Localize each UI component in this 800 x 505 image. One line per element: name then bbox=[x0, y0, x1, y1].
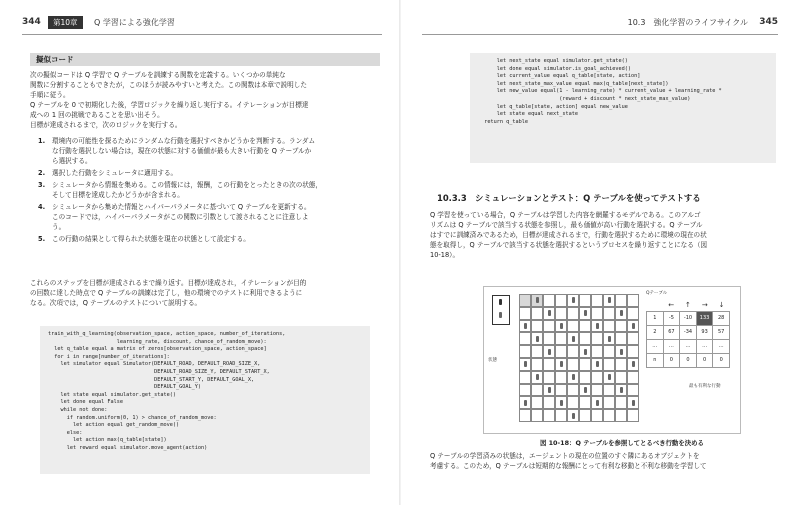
figure-caption: 図 10-18：Q テーブルを参照してとるべき行動を決める bbox=[540, 439, 704, 447]
car-icon bbox=[536, 374, 539, 380]
qtable-cell: … bbox=[712, 340, 730, 353]
intro-paragraph bbox=[30, 70, 376, 130]
grid-cell bbox=[519, 409, 531, 422]
arrow-up-icon: ↑ bbox=[685, 301, 691, 309]
grid-cell bbox=[519, 371, 531, 384]
text-line: これらのステップを目標が達成されるまで繰り返す。目標が達成され，イテレーションが目的 bbox=[30, 279, 307, 287]
grid-cell bbox=[531, 384, 543, 397]
text-line: ら選択する。 bbox=[52, 157, 92, 165]
steps-list bbox=[38, 136, 376, 246]
right-header bbox=[422, 14, 778, 35]
code-line: while not done: bbox=[48, 406, 108, 413]
text-line: 環境内の可能性を探るためにランダムな行動を選択すべきかどうかを判断する。ランダム bbox=[52, 137, 316, 145]
chapter-title: Q 学習による強化学習 bbox=[94, 18, 175, 27]
grid-cell bbox=[531, 396, 543, 409]
text-line: 態を取得し，Q テーブルで該当する状態を選択するというプロセスを繰り返すことになる（図 bbox=[430, 241, 708, 249]
code-line: let state equal next_state bbox=[478, 111, 578, 118]
code-line: (reward + discount * next_state_max_value) bbox=[478, 95, 691, 102]
text-line: Q テーブルを 0 で初期化した後，学習ロジックを繰り返し実行する。イテレーションが目標達 bbox=[30, 101, 309, 109]
grid-cell bbox=[555, 409, 567, 422]
gutter bbox=[399, 0, 401, 505]
step-number: 2. bbox=[38, 169, 46, 177]
left-page-number: 344 bbox=[22, 17, 41, 27]
qtable-cell: 0 bbox=[679, 354, 696, 367]
grid-cell bbox=[627, 371, 639, 384]
grid-cell bbox=[555, 384, 567, 397]
grid-cell bbox=[579, 358, 591, 371]
grid-cell bbox=[531, 307, 543, 320]
qtable-cell: 0 bbox=[712, 354, 730, 367]
body-paragraph bbox=[430, 210, 780, 260]
grid-cell bbox=[627, 307, 639, 320]
grid-cell bbox=[591, 345, 603, 358]
grid-cell bbox=[627, 409, 639, 422]
grid-cell bbox=[591, 332, 603, 345]
grid-cell bbox=[615, 294, 627, 307]
code-block-right bbox=[470, 53, 776, 163]
list-item bbox=[38, 136, 376, 166]
grid-cell bbox=[579, 332, 591, 345]
grid-cell bbox=[591, 294, 603, 307]
qtable-cell: … bbox=[663, 340, 680, 353]
car-icon bbox=[572, 413, 575, 419]
grid-cell bbox=[531, 358, 543, 371]
qtable bbox=[646, 299, 730, 368]
text-line: な行動を選択しない場合は，現在の状態に対する価値が最も大きい行動を Q テーブルか bbox=[52, 147, 312, 155]
code-line: DEFAULT_START_Y, DEFAULT_GOAL_X, bbox=[48, 376, 255, 383]
code-line: let current_value equal q_table[state, action] bbox=[478, 73, 641, 80]
car-icon bbox=[632, 361, 635, 367]
text-line: そして目標を達成したかどうかが含まれる。 bbox=[52, 191, 184, 199]
code-line: DEFAULT_GOAL_Y) bbox=[48, 384, 202, 391]
list-item bbox=[38, 234, 376, 244]
list-item bbox=[38, 202, 376, 232]
car-icon bbox=[608, 336, 611, 342]
qtable-cell: 2 bbox=[646, 326, 663, 339]
car-icon bbox=[632, 400, 635, 406]
text-line: 考慮する。このため，Q テーブルは短期的な報酬にとって有利な移動と不利な移動を学習して bbox=[430, 462, 707, 470]
section-heading: 10.3.3 シミュレーションとテスト：Q テーブルを使ってテストする bbox=[437, 193, 701, 203]
qtable-cell: -34 bbox=[679, 326, 696, 339]
car-icon bbox=[548, 387, 551, 393]
car-icon bbox=[536, 297, 539, 303]
code-line: let reward equal simulator.move_agent(action) bbox=[48, 444, 208, 451]
text-line: シミュレータから情報を集める。この情報には，報酬，この行動をとったときの次の状態， bbox=[52, 181, 323, 189]
agent-icon bbox=[499, 299, 502, 305]
car-icon bbox=[596, 323, 599, 329]
list-item bbox=[38, 168, 376, 178]
grid-cell bbox=[567, 345, 579, 358]
grid-cell bbox=[543, 320, 555, 333]
grid-cell bbox=[543, 371, 555, 384]
grid-cell bbox=[567, 358, 579, 371]
code-line: if random.uniform(0, 1) > chance_of_random_move: bbox=[48, 414, 217, 421]
grid-cell bbox=[555, 371, 567, 384]
grid-cell bbox=[603, 307, 615, 320]
grid-cell bbox=[543, 332, 555, 345]
grid-cell bbox=[615, 396, 627, 409]
car-icon bbox=[572, 374, 575, 380]
car-icon bbox=[524, 400, 527, 406]
code-line: let action equal get_random_move() bbox=[48, 422, 180, 429]
grid-cell bbox=[579, 409, 591, 422]
qtable-cell: 57 bbox=[712, 326, 730, 339]
grid-cell bbox=[627, 294, 639, 307]
grid-cell bbox=[543, 358, 555, 371]
code-line: DEFAULT_ROAD_SIZE_Y, DEFAULT_START_X, bbox=[48, 368, 270, 375]
grid-cell bbox=[591, 371, 603, 384]
grid-cell bbox=[543, 409, 555, 422]
car-icon bbox=[560, 400, 563, 406]
arrow-down-icon: ↓ bbox=[718, 301, 725, 309]
car-icon bbox=[584, 387, 587, 393]
code-line: for i in range[number_of_iterations]: bbox=[48, 353, 170, 360]
grid-cell bbox=[591, 307, 603, 320]
state-label: 状態 bbox=[488, 358, 497, 363]
qtable-cell-highlighted: 133 bbox=[696, 312, 713, 325]
grid-cell bbox=[555, 345, 567, 358]
text-line: う。 bbox=[52, 223, 66, 231]
agent-box bbox=[492, 295, 510, 325]
grid-cell bbox=[615, 320, 627, 333]
grid-cell bbox=[603, 345, 615, 358]
grid-cell bbox=[603, 320, 615, 333]
text-line: このコードでは，ハイパーパラメータがこの関数に引数として渡されることに注意しよ bbox=[52, 213, 309, 221]
grid-cell bbox=[615, 332, 627, 345]
qtable-row bbox=[646, 340, 730, 354]
grid-cell bbox=[579, 371, 591, 384]
grid-cell bbox=[567, 320, 579, 333]
grid-cell bbox=[555, 294, 567, 307]
code-line: let done equal simulator.is_goal_achieved() bbox=[478, 65, 632, 72]
qtable-row bbox=[646, 311, 730, 326]
left-header bbox=[22, 14, 382, 35]
car-icon bbox=[560, 361, 563, 367]
car-icon bbox=[572, 336, 575, 342]
code-line: let state equal simulator.get_state() bbox=[48, 391, 177, 398]
step-number: 5. bbox=[38, 235, 46, 243]
grid-cell bbox=[627, 384, 639, 397]
grid-cell bbox=[591, 409, 603, 422]
grid-cell bbox=[603, 396, 615, 409]
code-line: return q_table bbox=[478, 118, 528, 125]
grid-cell bbox=[603, 384, 615, 397]
code-line: let action max(q_table[state]) bbox=[48, 437, 167, 444]
grid-cell bbox=[531, 409, 543, 422]
text-line: なる。次項では，Q テーブルのテストについて説明する。 bbox=[30, 299, 202, 307]
car-icon bbox=[548, 310, 551, 316]
car-icon bbox=[584, 310, 587, 316]
qtable-cell: n bbox=[646, 354, 663, 367]
qtable-cell: 93 bbox=[696, 326, 713, 339]
car-icon bbox=[620, 310, 623, 316]
grid-cell bbox=[591, 384, 603, 397]
code-block-left bbox=[40, 326, 370, 474]
grid-cell bbox=[627, 332, 639, 345]
code-line: let next_state equal simulator.get_state() bbox=[478, 58, 628, 64]
code-line: train_with_q_learning(observation_space, action_space, number_of_iterations, bbox=[48, 331, 286, 337]
car-icon bbox=[620, 349, 623, 355]
grid-cell bbox=[519, 294, 531, 307]
bottom-paragraph bbox=[430, 451, 780, 471]
code-line: let done equal False bbox=[48, 399, 123, 406]
step-number: 1. bbox=[38, 137, 46, 145]
text-line: 選択した行動をシミュレータに適用する。 bbox=[52, 169, 178, 177]
text-line: この行動の結果として得られた状態を現在の状態として設定する。 bbox=[52, 235, 250, 243]
text-line: 成への 1 回の挑戦であることを思い出そう。 bbox=[30, 111, 164, 119]
code-line: learning_rate, discount, chance_of_random_move): bbox=[48, 338, 267, 345]
list-item bbox=[38, 180, 376, 200]
car-icon bbox=[596, 361, 599, 367]
car-icon bbox=[536, 336, 539, 342]
grid-cell bbox=[531, 345, 543, 358]
car-icon bbox=[608, 297, 611, 303]
code-line: let new_value equal(1 - learning_rate) * current_value + learning_rate * bbox=[478, 88, 722, 95]
qtable-row bbox=[646, 326, 730, 340]
grid-cell bbox=[603, 358, 615, 371]
code-line: let q_table equal a matrix of zeros[observation_space, action_space] bbox=[48, 346, 267, 353]
grid-cell bbox=[603, 409, 615, 422]
grid-cell bbox=[555, 307, 567, 320]
qtable-cell: 67 bbox=[663, 326, 680, 339]
text-line: 関数に分割することもできたが，このほうが読みやすいと考えた。この関数は本章で説明した bbox=[30, 81, 307, 89]
grid-cell bbox=[615, 371, 627, 384]
text-line: 10-18）。 bbox=[430, 251, 460, 259]
grid-cell bbox=[615, 358, 627, 371]
best-action-label: 最も有利な行動 bbox=[689, 384, 721, 389]
qtable-cell: 0 bbox=[696, 354, 713, 367]
car-icon bbox=[560, 323, 563, 329]
text-line: 次の擬似コードは Q 学習で Q テーブルを訓練する関数を定義する。いくつかの単純な bbox=[30, 71, 286, 79]
car-icon bbox=[572, 297, 575, 303]
qtable-cell: 28 bbox=[712, 312, 730, 325]
grid-cell bbox=[519, 345, 531, 358]
grid-cell bbox=[531, 320, 543, 333]
qtable-cell: … bbox=[696, 340, 713, 353]
qtable-cell: … bbox=[679, 340, 696, 353]
step-number: 4. bbox=[38, 203, 46, 211]
car-icon bbox=[608, 374, 611, 380]
grid-cell bbox=[543, 294, 555, 307]
car-icon bbox=[596, 400, 599, 406]
blank-header-cell bbox=[646, 299, 663, 311]
code-line: let next_state_max_value equal max(q_table[next_state]) bbox=[478, 80, 669, 87]
text-line: Q テーブルの学習済みの状態は，エージェントの現在の位置のすぐ隣にあるオブジェクトを bbox=[430, 452, 700, 460]
car-icon bbox=[548, 349, 551, 355]
chapter-tab: 第10章 bbox=[48, 16, 83, 29]
qtable-row bbox=[646, 354, 730, 368]
grid-cell bbox=[567, 384, 579, 397]
car-icon bbox=[524, 361, 527, 367]
grid-cell bbox=[519, 307, 531, 320]
car-icon bbox=[584, 349, 587, 355]
grid-cell bbox=[543, 396, 555, 409]
figure-10-18 bbox=[483, 286, 741, 434]
grid-cell bbox=[555, 332, 567, 345]
road-grid bbox=[519, 294, 639, 422]
step-number: 3. bbox=[38, 181, 46, 189]
grid-cell bbox=[519, 332, 531, 345]
grid-cell bbox=[615, 409, 627, 422]
grid-cell bbox=[519, 384, 531, 397]
right-page-number: 345 bbox=[759, 17, 778, 27]
qtable-cell: 0 bbox=[663, 354, 680, 367]
code-line: let simulator equal Simulator(DEFAULT_ROAD, DEFAULT_ROAD_SIZE_X, bbox=[48, 361, 261, 368]
text-line: Q 学習を使っている場合，Q テーブルは学習した内容を網羅するモデルである。このアルゴ bbox=[430, 211, 701, 219]
pseudocode-box-title: 擬似コード bbox=[30, 53, 380, 66]
car-icon bbox=[620, 387, 623, 393]
code-line: else: bbox=[48, 429, 83, 436]
text-line: リズムは Q テーブルで該当する状態を参照し，最も価値が高い行動を選択する。Q テーブル bbox=[430, 221, 703, 229]
arrow-left-icon: ← bbox=[668, 301, 675, 309]
grid-cell bbox=[567, 307, 579, 320]
text-line: の回数に達した時点で Q テーブルの訓練は完了し，他の環境でのテストに利用できるように bbox=[30, 289, 303, 297]
arrow-right-icon: → bbox=[701, 301, 708, 309]
car-icon bbox=[524, 323, 527, 329]
text-line: 目標が達成されるまで，次のロジックを実行する。 bbox=[30, 121, 182, 129]
qtable-header-row bbox=[646, 299, 730, 311]
qtable-cell: … bbox=[646, 340, 663, 353]
qtable-cell: -5 bbox=[663, 312, 680, 325]
qtable-cell: 1 bbox=[646, 312, 663, 325]
text-line: シミュレータから集めた情報とハイパーパラメータに基づいて Q テーブルを更新する。 bbox=[52, 203, 311, 211]
qtable-cell: -10 bbox=[679, 312, 696, 325]
qtable-label: Qテーブル bbox=[646, 291, 668, 296]
car-icon bbox=[499, 312, 502, 318]
text-line: はすでに訓練済みであるため，目標が達成されるまで，行動を選択するために環境の現在の状 bbox=[430, 231, 707, 239]
car-icon bbox=[632, 323, 635, 329]
grid-cell bbox=[567, 396, 579, 409]
grid-cell bbox=[627, 345, 639, 358]
section-reference: 10.3 強化学習のライフサイクル bbox=[627, 18, 748, 27]
grid-cell bbox=[579, 320, 591, 333]
text-line: 手順に従う。 bbox=[30, 91, 70, 99]
grid-cell bbox=[579, 294, 591, 307]
grid-cell bbox=[579, 396, 591, 409]
code-line: let q_table[state, action] equal new_value bbox=[478, 103, 628, 110]
outro-paragraph bbox=[30, 278, 376, 308]
